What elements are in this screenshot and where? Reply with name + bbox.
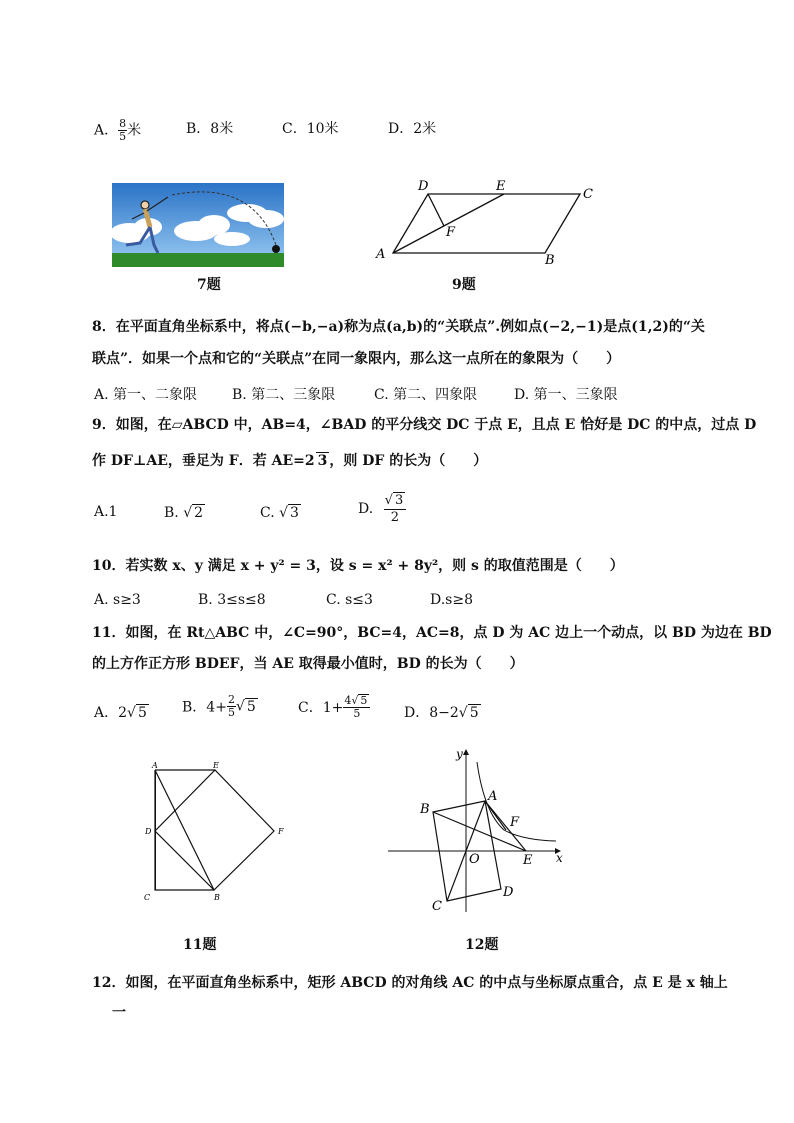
q8-text-line1: 8．在平面直角坐标系中，将点(−b,−a)称为点(a,b)的“关联点”.例如点(−2,−1)是点(1,2)的“关 [92,319,705,335]
q7-option-c: C．10米 [282,121,339,137]
q11-option-d-prefix: D．8−2 [404,705,459,721]
q12-label-e: E [523,853,533,868]
q9-option-d [358,492,406,526]
q11-option-d: D．8−2√ 5 [404,705,479,721]
q10-option-a: A. s≥3 [94,592,141,608]
q9-option-c: C. √ 3 [260,505,299,521]
q8-text-line2: 联点”．如果一个点和它的“关联点”在同一象限内，那么这一点所在的象限为（ ） [92,351,621,367]
q9-label-e: E [496,179,506,194]
q7-ball [272,245,280,253]
q9-line2-suffix: ，则 DF 的长为（ ） [329,453,488,469]
q9-option-b-prefix: B. [164,505,179,521]
q11-option-c-numerator-radicand: 5 [360,694,368,707]
q11-option-c-numerator-coef: 4 [344,694,352,707]
q11-figure-caption: 11题 [183,937,217,953]
q9-option-d-denominator: 2 [390,510,400,525]
q11-option-c-numerator: 4√ 5 [343,694,370,708]
q8-option-d: D. 第一、三象限 [514,387,618,403]
q11-option-b-numerator: 2 [227,693,235,706]
q9-text-line2 [92,450,487,470]
q12-text-line2: 一 [112,1005,126,1021]
q7-grass [112,253,284,267]
q8-option-b: B. 第二、三象限 [232,387,336,403]
q9-segment-ae [393,194,504,253]
q9-option-d-numerator-radicand: 3 [394,493,404,508]
q9-option-d-prefix: D. [358,501,374,517]
q9-option-c-prefix: C. [260,505,275,521]
q9-line2-prefix: 作 DF⊥AE，垂足为 F．若 AE=2 [92,453,315,469]
q9-ae-radicand: 3 [317,453,328,469]
q10-option-b: B. 3≤s≤8 [198,592,266,608]
q9-label-f: F [446,225,456,240]
q11-label-a: A [152,761,158,770]
q9-option-b-radicand: 2 [194,505,204,521]
q7-option-b: B．8米 [186,121,234,137]
q11-text-line1: 11．如图，在 Rt△ABC 中，∠C=90°，BC=4，AC=8，点 D 为 AC 边上一个动点，以 BD 为边在 BD [92,625,772,641]
q9-segment-df [428,194,444,226]
q11-label-f: F [278,827,284,836]
q7-illustration [112,183,284,267]
q7-option-a-prefix: A． [94,122,119,139]
q11-option-a: A．2√ 5 [94,705,147,721]
q11-text-line2: 的上方作正方形 BDEF，当 AE 取得最小值时，BD 的长为（ ） [92,656,524,672]
q12-label-x: x [556,851,563,865]
q11-square-bdef [155,770,274,890]
q7-option-a-fraction [118,118,127,143]
q12-label-b: B [420,802,430,817]
q12-figure-caption: 12题 [465,937,499,953]
q9-option-d-fraction [384,492,407,526]
q10-text-line1: 10．若实数 x、y 满足 x + y² = 3，设 s = x² + 8y²，则 s 的取值范围是（ ） [92,558,624,574]
q11-option-c-denominator: 5 [353,707,361,720]
q12-label-y: y [456,747,463,761]
q8-option-c: C. 第二、四象限 [374,387,478,403]
q11-label-e: E [213,761,219,770]
q9-figure-caption: 9题 [452,277,476,293]
q11-segment-ab [155,770,214,890]
q7-a-denominator: 5 [119,130,127,143]
q9-label-b: B [545,253,555,268]
q9-option-c-radicand: 3 [290,505,299,521]
q12-text-line1: 12．如图，在平面直角坐标系中，矩形 ABCD 的对角线 AC 的中点与坐标原点重合，点 E 是 x 轴上 [92,975,728,991]
q11-figure [140,758,290,908]
q11-label-b: B [214,893,220,902]
q7-a-numerator: 8 [119,117,127,130]
q7-figure-caption: 7题 [197,277,221,293]
q11-option-b: B．4+ $\frac{2}{5}$ √ 5 [182,693,256,719]
q9-option-d-numerator: √ 3 [384,492,407,510]
q11-label-c: C [144,893,151,902]
q9-label-d: D [418,179,429,194]
q11-option-a-prefix: A．2 [94,705,128,721]
q11-label-d: D [145,827,152,836]
q11-option-a-radicand: 5 [137,705,147,721]
q12-label-a: A [488,789,498,804]
q10-option-c: C. s≤3 [326,592,373,608]
q12-label-f: F [510,815,520,830]
q11-option-b-fraction [227,694,236,719]
q9-option-a: A.1 [94,504,118,520]
q11-option-b-denominator: 5 [227,706,235,719]
q12-label-c: C [432,899,442,914]
q10-option-d: D.s≥8 [430,592,473,608]
q7-option-a-unit: 米 [127,122,142,139]
q11-option-c-prefix: C．1+ [298,700,344,716]
q9-option-b: B. √ 2 [164,505,204,521]
q9-label-a: A [376,247,386,262]
q11-option-d-radicand: 5 [469,705,479,721]
q11-option-b-prefix: B．4+ [182,699,227,716]
q9-text-line1: 9．如图，在▱ABCD 中，AB=4，∠BAD 的平分线交 DC 于点 E，且点 E 恰好是 DC 的中点，过点 D [92,417,757,433]
q12-label-d: D [503,885,514,900]
q9-label-c: C [583,187,593,202]
q11-option-c [298,694,370,720]
q8-option-a: A. 第一、二象限 [94,387,198,403]
q7-option-a [94,118,141,143]
q12-label-o: O [469,852,480,867]
q12-figure [384,746,574,916]
q9-figure [370,176,600,268]
q7-option-d: D．2米 [388,121,437,137]
q11-option-b-radicand: 5 [246,699,256,715]
q11-option-c-fraction [343,694,370,720]
